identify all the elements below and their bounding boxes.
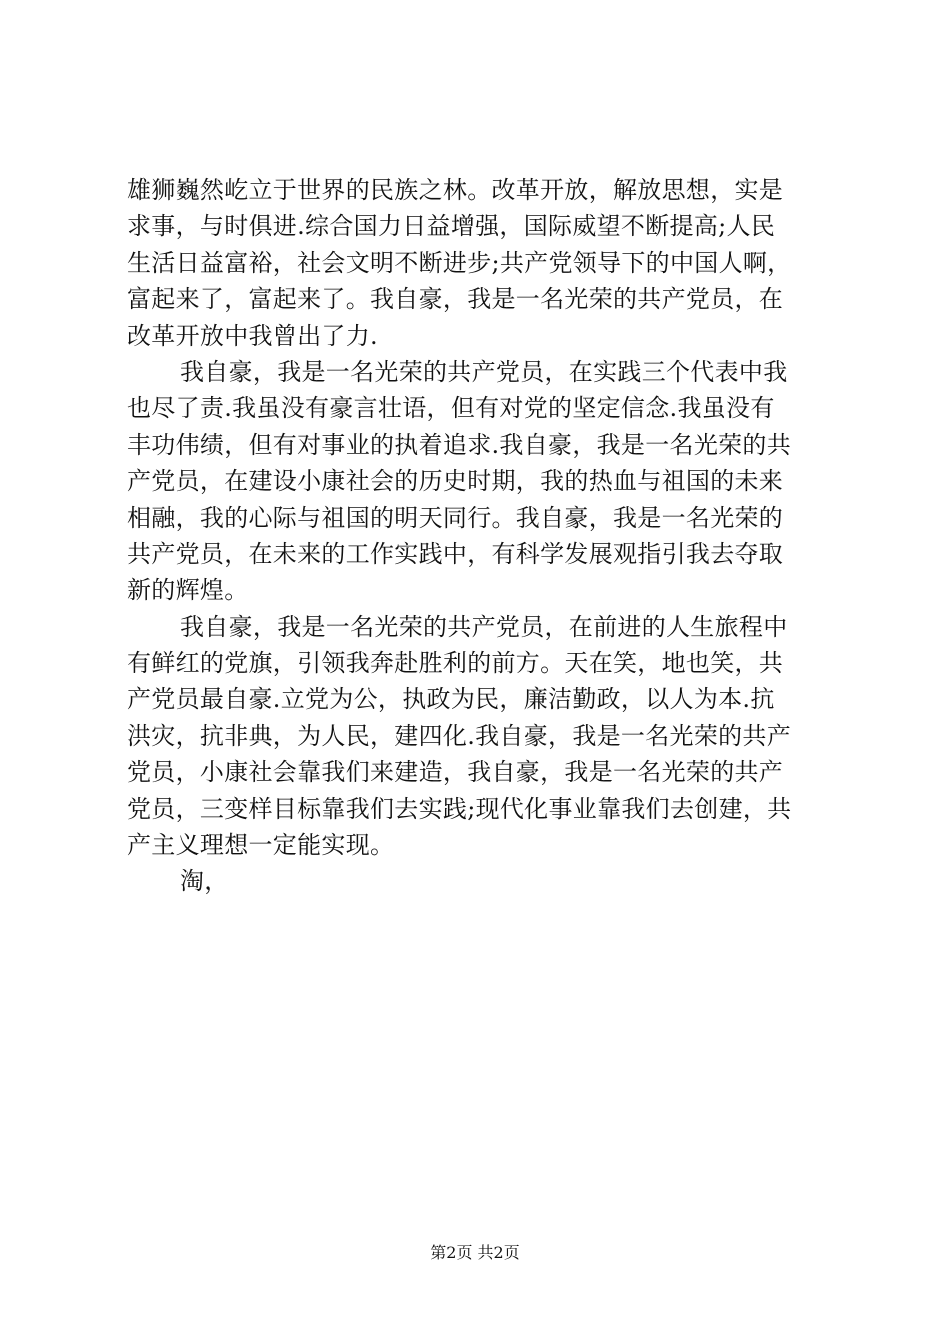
paragraph-line: 相融，我的心际与祖国的明天同行。我自豪，我是一名光荣的 [127, 503, 784, 532]
paragraph-line: 党员，三变样目标靠我们去实践;现代化事业靠我们去创建，共 [127, 794, 792, 823]
page-number-label: 第2页 共2页 [430, 1243, 520, 1262]
paragraph-line: 雄狮巍然屹立于世界的民族之林。改革开放，解放思想，实是 [127, 176, 784, 204]
paragraph-first-line: 我自豪，我是一名光荣的共产党员，在前进的人生旅程中 [180, 612, 788, 641]
paragraph-line: 改革开放中我曾出了力. [127, 321, 378, 350]
paragraph-line: 产主义理想一定能实现。 [127, 831, 395, 860]
paragraph-line: 富起来了，富起来了。我自豪，我是一名光荣的共产党员，在 [127, 285, 784, 314]
document-body [127, 172, 837, 900]
page-footer [0, 1241, 950, 1265]
paragraph-line: 有鲜红的党旗，引领我奔赴胜利的前方。天在笑，地也笑，共 [127, 649, 784, 678]
paragraph-line: 新的辉煌。 [127, 576, 249, 605]
paragraph-line: 产党员最自豪.立党为公，执政为民，廉洁勤政，以人为本.抗 [127, 685, 775, 714]
paragraph-line: 产党员，在建设小康社会的历史时期，我的热血与祖国的未来 [127, 467, 784, 496]
paragraph-line: 也尽了责.我虽没有豪言壮语，但有对党的坚定信念.我虽没有 [127, 394, 775, 423]
paragraph-first-line: 我自豪，我是一名光荣的共产党员，在实践三个代表中我 [180, 357, 788, 386]
paragraph-line: 求事，与时俱进.综合国力日益增强，国际威望不断提高;人民 [127, 212, 776, 241]
paragraph-line: 丰功伟绩，但有对事业的执着追求.我自豪，我是一名光荣的共 [127, 430, 792, 459]
paragraph-line: 洪灾，抗非典，为人民，建四化.我自豪，我是一名光荣的共产 [127, 721, 792, 750]
paragraph-line: 生活日益富裕，社会文明不断进步;共产党领导下的中国人啊， [127, 248, 792, 277]
paragraph-line: 党员，小康社会靠我们来建造，我自豪，我是一名光荣的共产 [127, 758, 784, 787]
paragraph-first-line: 淘， [180, 867, 229, 896]
paragraph-line: 共产党员，在未来的工作实践中，有科学发展观指引我去夺取 [127, 539, 784, 568]
